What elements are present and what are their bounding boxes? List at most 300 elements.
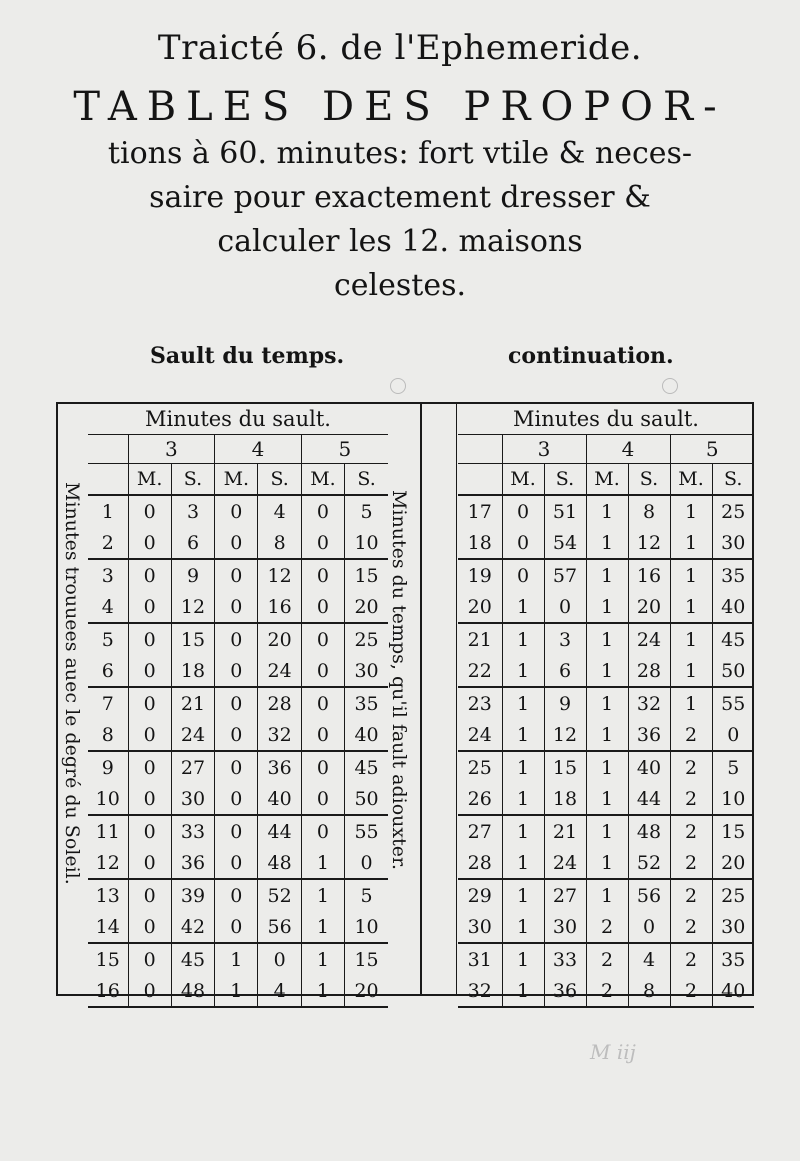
table-cell: 2: [586, 911, 628, 943]
table-cell: 1: [215, 943, 258, 975]
table-row: [458, 943, 754, 975]
left-table: [88, 404, 388, 1008]
table-cell: 0: [502, 495, 544, 527]
corner-cell: [458, 464, 502, 496]
table-cell: 0: [301, 623, 344, 655]
row-label-cell: 15: [88, 943, 128, 975]
table-cell: 1: [586, 495, 628, 527]
row-label-cell: 29: [458, 879, 502, 911]
table-cell: 0: [215, 623, 258, 655]
table-cell: 50: [712, 655, 754, 687]
table-row: [458, 751, 754, 783]
table-cell: 24: [628, 623, 670, 655]
table-cell: 20: [258, 623, 301, 655]
table-cell: 0: [301, 687, 344, 719]
table-row: [88, 879, 388, 911]
row-label-cell: 1: [88, 495, 128, 527]
table-cell: 18: [544, 783, 586, 815]
table-cell: 44: [628, 783, 670, 815]
table-row: [458, 687, 754, 719]
table-cell: 44: [258, 815, 301, 847]
right-table-body: [458, 495, 754, 1007]
row-label-cell: 17: [458, 495, 502, 527]
table-cell: 1: [301, 879, 344, 911]
table-cell: 0: [128, 879, 171, 911]
table-cell: 1: [586, 719, 628, 751]
table-cell: 51: [544, 495, 586, 527]
table-cell: 39: [171, 879, 214, 911]
table-cell: 1: [502, 975, 544, 1007]
table-cell: 40: [712, 975, 754, 1007]
row-label-cell: 4: [88, 591, 128, 623]
table-cell: 35: [721, 948, 746, 971]
row-label-cell: 20: [458, 591, 502, 623]
table-cell: 8: [258, 527, 301, 559]
row-label-cell: 13: [88, 879, 128, 911]
table-cell: 1: [670, 687, 712, 719]
table-cell: 52: [258, 879, 301, 911]
table-cell: 0: [215, 783, 258, 815]
column-number: 4: [586, 435, 670, 464]
table-row: [88, 719, 388, 751]
table-cell: 3: [544, 623, 586, 655]
table-cell: 24: [544, 847, 586, 879]
table-cell: 0: [628, 911, 670, 943]
table-cell: 1: [670, 655, 712, 687]
table-cell: 10: [345, 527, 388, 559]
row-label-cell: 6: [88, 655, 128, 687]
table-cell: 1: [586, 783, 628, 815]
table-cell: 16: [628, 559, 670, 591]
table-cell: 45: [171, 943, 214, 975]
table-cell: 1: [502, 655, 544, 687]
table-cell: 0: [301, 655, 344, 687]
table-cell: 1: [301, 975, 344, 1007]
table-cell: 1: [215, 975, 258, 1007]
table-cell: 0: [301, 751, 344, 783]
table-cell: 4: [258, 495, 301, 527]
table-cell: 0: [544, 591, 586, 623]
column-number: 3: [128, 435, 215, 464]
table-cell: 0: [128, 847, 171, 879]
table-cell: 5: [360, 884, 373, 907]
row-label-cell: 30: [458, 911, 502, 943]
table-cell: 28: [628, 655, 670, 687]
title-line-1: TABLES DES PROPOR-: [73, 84, 727, 130]
table-cell: 0: [215, 751, 258, 783]
table-row: [88, 591, 388, 623]
table-cell: 12: [544, 719, 586, 751]
table-row: [88, 495, 388, 527]
table-cell: 50: [345, 783, 388, 815]
table-cell: 1: [301, 943, 344, 975]
signature-mark: M iij: [590, 1040, 636, 1064]
table-cell: 35: [354, 692, 379, 715]
table-row: [458, 847, 754, 879]
table-cell: 5: [727, 756, 740, 779]
table-cell: 57: [544, 559, 586, 591]
table-cell: 2: [670, 751, 712, 783]
table-row: [458, 815, 754, 847]
table-cell: 2: [670, 911, 712, 943]
table-cell: 1: [670, 591, 712, 623]
table-cell: 1: [502, 783, 544, 815]
table-row: [88, 751, 388, 783]
corner-cell: [88, 464, 128, 496]
ms-header: M.: [215, 464, 258, 496]
column-number: 4: [215, 435, 302, 464]
table-cell: 0: [215, 591, 258, 623]
corner-cell: [458, 435, 502, 464]
table-cell: 4: [628, 943, 670, 975]
row-label-cell: 16: [88, 975, 128, 1007]
table-cell: 0: [128, 655, 171, 687]
table-cell: 1: [670, 559, 712, 591]
table-row: [88, 911, 388, 943]
title-block: [40, 82, 760, 308]
table-cell: 27: [171, 751, 214, 783]
table-cell: 24: [171, 719, 214, 751]
table-cell: 20: [628, 591, 670, 623]
center-divider-inner: [456, 404, 457, 994]
column-number: 5: [670, 435, 754, 464]
table-cell: 0: [128, 527, 171, 559]
running-head: Traicté 6. de l'Ephemeride.: [157, 28, 643, 68]
table-cell: 54: [544, 527, 586, 559]
table-row: [88, 623, 388, 655]
table-row: [88, 559, 388, 591]
table-cell: 2: [586, 975, 628, 1007]
ms-header: M.: [586, 464, 628, 496]
table-cell: 2: [586, 943, 628, 975]
table-cell: 27: [544, 879, 586, 911]
table-cell: 2: [670, 719, 712, 751]
table-cell: 56: [628, 879, 670, 911]
ms-header: S.: [544, 464, 586, 496]
row-label-cell: 23: [458, 687, 502, 719]
table-row: [458, 975, 754, 1007]
row-label-cell: 21: [458, 623, 502, 655]
column-number: 5: [301, 435, 388, 464]
table-cell: 30: [345, 655, 388, 687]
column-number-row: [88, 435, 388, 464]
ms-header: S.: [628, 464, 670, 496]
table-cell: 0: [301, 527, 344, 559]
table-cell: 28: [258, 687, 301, 719]
table-cell: 12: [171, 591, 214, 623]
table-cell: 6: [544, 655, 586, 687]
table-cell: 0: [128, 687, 171, 719]
section-heading-left: Minutes du sault.: [88, 404, 388, 435]
table-cell: 15: [354, 948, 379, 971]
table-cell: 25: [721, 500, 746, 523]
table-cell: 20: [345, 975, 388, 1007]
table-cell: 15: [544, 751, 586, 783]
table-cell: 1: [502, 719, 544, 751]
column-number: 3: [502, 435, 586, 464]
table-cell: 24: [258, 655, 301, 687]
table-cell: 10: [712, 783, 754, 815]
ms-header: M.: [128, 464, 171, 496]
circle-ornament: [662, 378, 678, 394]
table-cell: 2: [670, 879, 712, 911]
table-cell: 0: [215, 911, 258, 943]
center-divider: [420, 404, 422, 994]
subhead-sault-du-temps: Sault du temps.: [150, 343, 345, 369]
table-cell: 1: [586, 623, 628, 655]
table-cell: 6: [171, 527, 214, 559]
table-cell: 15: [171, 623, 214, 655]
table-cell: 0: [301, 559, 344, 591]
row-label-cell: 24: [458, 719, 502, 751]
table-row: [458, 911, 754, 943]
table-cell: 0: [215, 559, 258, 591]
table-cell: 2: [670, 783, 712, 815]
table-cell: 0: [128, 783, 171, 815]
table-cell: 52: [628, 847, 670, 879]
table-cell: 0: [215, 527, 258, 559]
table-cell: 0: [128, 623, 171, 655]
ms-header-row: [458, 464, 754, 496]
table-cell: 1: [586, 559, 628, 591]
row-label-cell: 12: [88, 847, 128, 879]
title-line-4: calculer les 12. maisons: [217, 224, 583, 259]
table-cell: 56: [258, 911, 301, 943]
table-cell: 21: [171, 687, 214, 719]
row-label-cell: 31: [458, 943, 502, 975]
table-cell: 1: [586, 879, 628, 911]
table-row: [88, 975, 388, 1007]
table-cell: 0: [128, 975, 171, 1007]
table-cell: 1: [502, 911, 544, 943]
table-cell: 32: [628, 687, 670, 719]
table-cell: 0: [301, 591, 344, 623]
table-cell: 30: [544, 911, 586, 943]
table-cell: 2: [670, 847, 712, 879]
table-cell: 9: [544, 687, 586, 719]
ms-header: S.: [345, 464, 388, 496]
table-cell: 2: [670, 975, 712, 1007]
table-cell: 0: [215, 655, 258, 687]
table-row: [88, 815, 388, 847]
table-cell: 16: [258, 591, 301, 623]
row-label-cell: 28: [458, 847, 502, 879]
table-cell: 1: [586, 815, 628, 847]
table-cell: 15: [721, 820, 746, 843]
table-cell: 0: [128, 815, 171, 847]
table-cell: 45: [721, 628, 746, 651]
table-cell: 0: [128, 719, 171, 751]
section-heading-right: Minutes du sault.: [458, 404, 754, 435]
ms-header: M.: [502, 464, 544, 496]
row-label-cell: 19: [458, 559, 502, 591]
table-cell: 45: [354, 756, 379, 779]
table-cell: 0: [712, 719, 754, 751]
table-cell: 1: [301, 911, 344, 943]
table-cell: 1: [502, 879, 544, 911]
table-row: [88, 527, 388, 559]
row-label-cell: 3: [88, 559, 128, 591]
table-cell: 1: [670, 527, 712, 559]
table-cell: 0: [502, 559, 544, 591]
subhead-continuation: continuation.: [508, 343, 674, 369]
corner-cell: [88, 435, 128, 464]
table-cell: 40: [345, 719, 388, 751]
table-cell: 40: [712, 591, 754, 623]
row-label-cell: 8: [88, 719, 128, 751]
row-label-cell: 14: [88, 911, 128, 943]
table-cell: 0: [215, 879, 258, 911]
title-line-3: saire pour exactement dresser &: [149, 180, 651, 215]
table-cell: 40: [258, 783, 301, 815]
table-cell: 1: [502, 623, 544, 655]
table-cell: 1: [502, 687, 544, 719]
table-row: [458, 495, 754, 527]
table-cell: 1: [586, 847, 628, 879]
table-cell: 10: [345, 911, 388, 943]
table-cell: 0: [301, 719, 344, 751]
table-cell: 8: [628, 495, 670, 527]
table-cell: 1: [670, 495, 712, 527]
table-cell: 12: [628, 527, 670, 559]
table-cell: 0: [128, 591, 171, 623]
table-cell: 5: [360, 500, 373, 523]
table-row: [88, 783, 388, 815]
table-row: [458, 623, 754, 655]
ms-header: S.: [258, 464, 301, 496]
table-cell: 1: [301, 847, 344, 879]
table-cell: 48: [258, 847, 301, 879]
proportion-table-right: [458, 435, 754, 1008]
row-label-cell: 18: [458, 527, 502, 559]
table-cell: 30: [171, 783, 214, 815]
table-cell: 4: [258, 975, 301, 1007]
table-cell: 48: [171, 975, 214, 1007]
table-cell: 2: [670, 943, 712, 975]
table-row: [458, 655, 754, 687]
table-cell: 0: [215, 815, 258, 847]
table-cell: 0: [502, 527, 544, 559]
table-cell: 35: [721, 564, 746, 587]
table-cell: 48: [628, 815, 670, 847]
row-label-cell: 5: [88, 623, 128, 655]
table-cell: 20: [712, 847, 754, 879]
row-label-cell: 26: [458, 783, 502, 815]
ms-header: M.: [670, 464, 712, 496]
row-label-cell: 25: [458, 751, 502, 783]
table-cell: 30: [712, 527, 754, 559]
table-cell: 21: [544, 815, 586, 847]
row-label-cell: 27: [458, 815, 502, 847]
table-cell: 55: [354, 820, 379, 843]
row-label-cell: 22: [458, 655, 502, 687]
table-cell: 55: [721, 692, 746, 715]
table-row: [88, 847, 388, 879]
table-cell: 40: [628, 751, 670, 783]
table-cell: 1: [586, 687, 628, 719]
table-row: [458, 783, 754, 815]
table-row: [88, 687, 388, 719]
table-cell: 25: [721, 884, 746, 907]
table-cell: 1: [502, 815, 544, 847]
table-cell: 9: [171, 559, 214, 591]
table-cell: 0: [215, 719, 258, 751]
table-cell: 0: [128, 751, 171, 783]
title-line-5: celestes.: [333, 268, 467, 303]
table-cell: 1: [586, 527, 628, 559]
table-cell: 30: [712, 911, 754, 943]
table-cell: 2: [670, 815, 712, 847]
table-cell: 1: [586, 751, 628, 783]
table-cell: 0: [128, 559, 171, 591]
table-cell: 0: [128, 911, 171, 943]
circle-ornament: [390, 378, 406, 394]
table-cell: 42: [171, 911, 214, 943]
column-number-row: [458, 435, 754, 464]
table-cell: 3: [171, 495, 214, 527]
table-row: [88, 655, 388, 687]
row-label-cell: 2: [88, 527, 128, 559]
table-cell: 20: [345, 591, 388, 623]
row-label-cell: 32: [458, 975, 502, 1007]
table-cell: 0: [258, 943, 301, 975]
table-cell: 36: [628, 719, 670, 751]
table-cell: 36: [258, 751, 301, 783]
table-cell: 0: [215, 495, 258, 527]
table-cell: 33: [171, 815, 214, 847]
ms-header: S.: [171, 464, 214, 496]
right-table: [458, 404, 754, 1008]
table-cell: 32: [258, 719, 301, 751]
table-cell: 1: [502, 751, 544, 783]
table-cell: 0: [301, 815, 344, 847]
title-line-2: tions à 60. minutes: fort vtile & neces-: [107, 136, 693, 171]
table-cell: 25: [354, 628, 379, 651]
proportion-table-left: [88, 435, 388, 1008]
left-table-body: [88, 495, 388, 1007]
table-row: [458, 719, 754, 751]
side-label-left: Minutes trouuees auec le degré du Soleil.: [61, 482, 83, 885]
table-cell: 0: [301, 783, 344, 815]
table-row: [458, 559, 754, 591]
table-cell: 1: [586, 591, 628, 623]
table-cell: 33: [544, 943, 586, 975]
table-cell: 0: [215, 847, 258, 879]
table-cell: 0: [215, 687, 258, 719]
table-cell: 15: [354, 564, 379, 587]
table-row: [458, 527, 754, 559]
table-cell: 1: [502, 591, 544, 623]
table-cell: 36: [171, 847, 214, 879]
table-cell: 1: [586, 655, 628, 687]
row-label-cell: 7: [88, 687, 128, 719]
table-cell: 12: [258, 559, 301, 591]
row-label-cell: 9: [88, 751, 128, 783]
side-label-center: Minutes du temps, qu'il fault adiouxter.: [388, 490, 410, 871]
table-row: [88, 943, 388, 975]
table-cell: 0: [345, 847, 388, 879]
row-label-cell: 10: [88, 783, 128, 815]
table-cell: 36: [544, 975, 586, 1007]
table-cell: 8: [628, 975, 670, 1007]
ms-header-row: [88, 464, 388, 496]
row-label-cell: 11: [88, 815, 128, 847]
table-cell: 1: [502, 847, 544, 879]
table-row: [458, 591, 754, 623]
table-cell: 0: [301, 495, 344, 527]
table-cell: 1: [502, 943, 544, 975]
table-cell: 1: [670, 623, 712, 655]
